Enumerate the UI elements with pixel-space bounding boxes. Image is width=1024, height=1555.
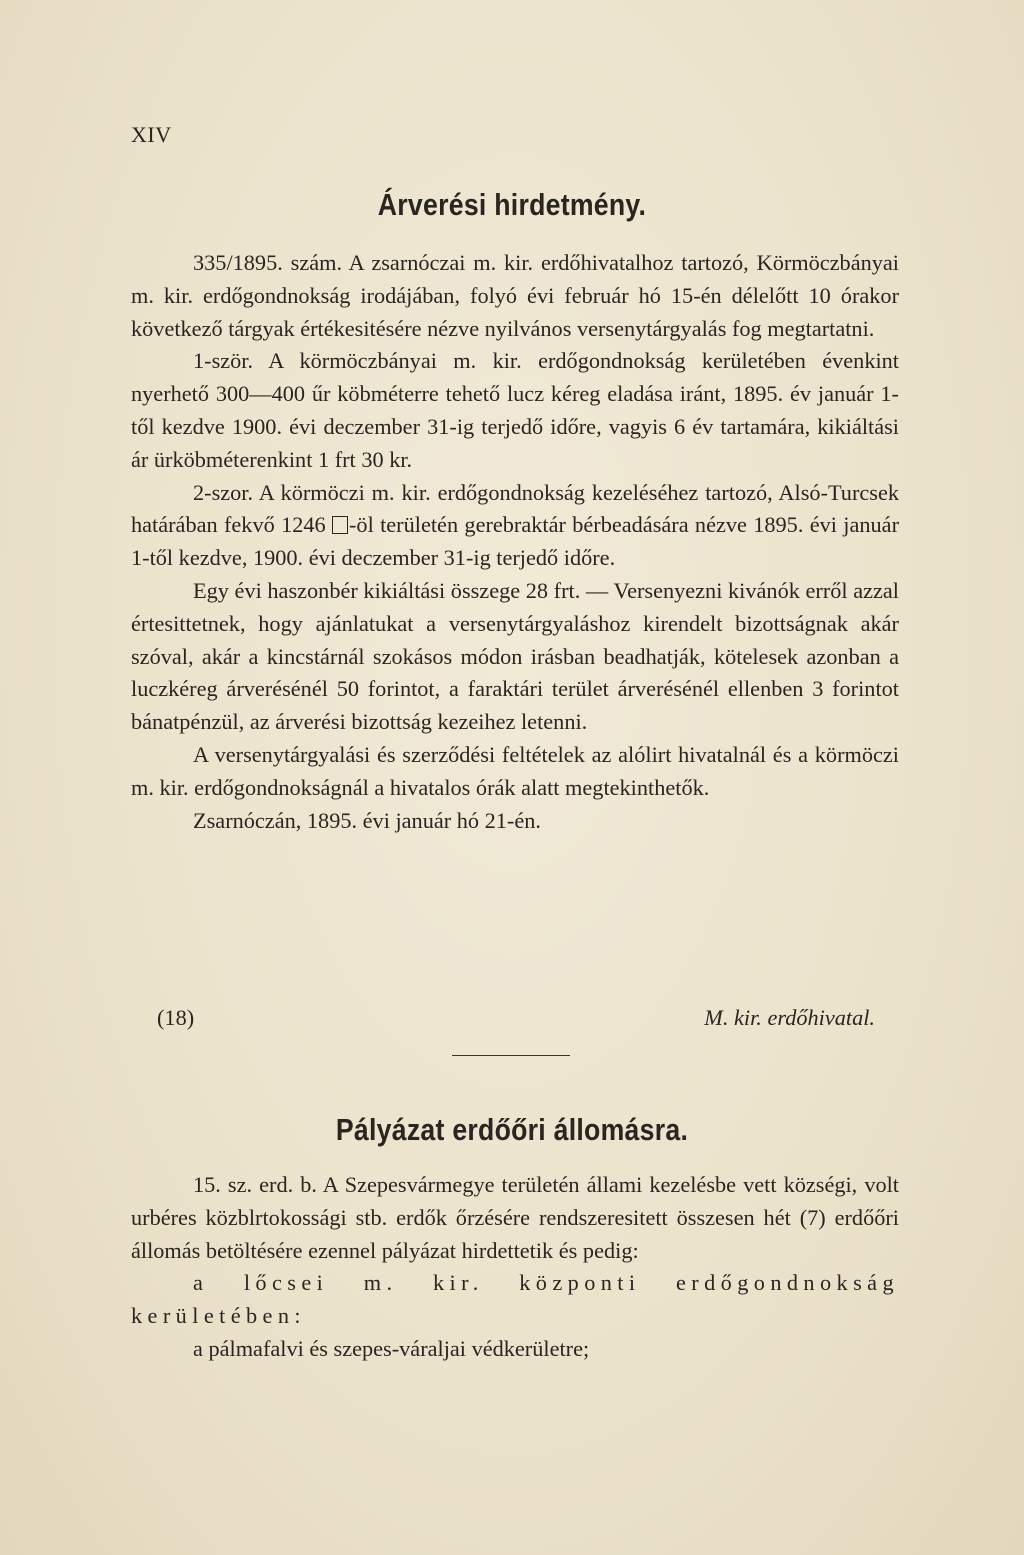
paragraph: a pálmafalvi és szepes-váraljai védkerületre; [193,1335,590,1361]
notice-number: (18) [157,1005,195,1030]
paragraph: Egy évi haszonbér kikiáltási összege 28 frt. — Versenyezni kivánók erről azzal értesittetnek, hogy ajánlatukat a versenytárgyaláshoz kirendelt bizottságnak akár szóval, akár a kincstárnál szokásos módon irásban beadhatják, kötelesek azonban a luczkéreg árverésénél 50 forintot, a faraktári terület árverésénél ellenben 3 forintot bánatpénzül, az árverési bizottság kezeihez letenni. [131,577,899,735]
paragraph [131,477,899,575]
section-title-job-posting: Pályázat erdőőri állomásra. [335,1112,689,1147]
page-number: XIV [131,122,172,147]
square-measure-icon [332,516,348,534]
section-divider [452,1055,570,1056]
paragraph: a lőcsei m. kir. központi erdőgondnokság kerületében: [131,1270,899,1329]
text-run: -öl területén gerebraktár bérbeadására nézve 1895. évi január 1-től kezdve, 1900. évi deczember 31-ig terjedő időre. [131,512,899,571]
signature-line [131,1005,899,1038]
paragraph: A versenytárgyalási és szerződési feltételek az alólirt hivatalnál és a körmöczi m. kir. erdőgondnokságnál a hivatalos órák alatt megtekinthetők. [131,741,899,800]
paragraph: 15. sz. erd. b. A Szepesvármegye területén állami kezelésbe vett községi, volt urbéres közblrtokossági stb. erdők őrzésére rendszeresitett összesen hét (7) erdőőri állomás betöltésére ezennel pályázat hirdettetik és pedig: [131,1172,899,1263]
section-title-auction-notice: Árverési hirdetmény. [377,187,647,222]
paragraph: Zsarnóczán, 1895. évi január hó 21-én. [193,807,541,833]
auction-notice-body [131,247,899,837]
signature: M. kir. erdőhivatal. [704,1005,875,1030]
paragraph: 1-ször. A körmöczbányai m. kir. erdőgondnokság kerületében évenkint nyerhető 300—400 űr köbméterre tehető lucz kéreg eladása iránt, 1895. év január 1-től kezdve 1900. évi deczember 31-ig terjedő időre, vagyis 6 év tartamára, kikiáltási ár ürköbméterenkint 1 frt 30 kr. [131,348,899,472]
job-posting-body [131,1169,899,1366]
paragraph: 335/1895. szám. A zsarnóczai m. kir. erdőhivatalhoz tartozó, Körmöczbányai m. kir. erdőgondnokság irodájában, folyó évi február hó 15-én délelőtt 10 órakor következő tárgyak értékesitésére nézve nyilvános versenytárgyalás fog megtartatni. [131,250,899,341]
text-run: 2-szor. A körmöczi m. kir. erdőgondnokság kezeléséhez tartozó, Alsó-Turcsek határában fekvő 1246 [131,479,899,538]
